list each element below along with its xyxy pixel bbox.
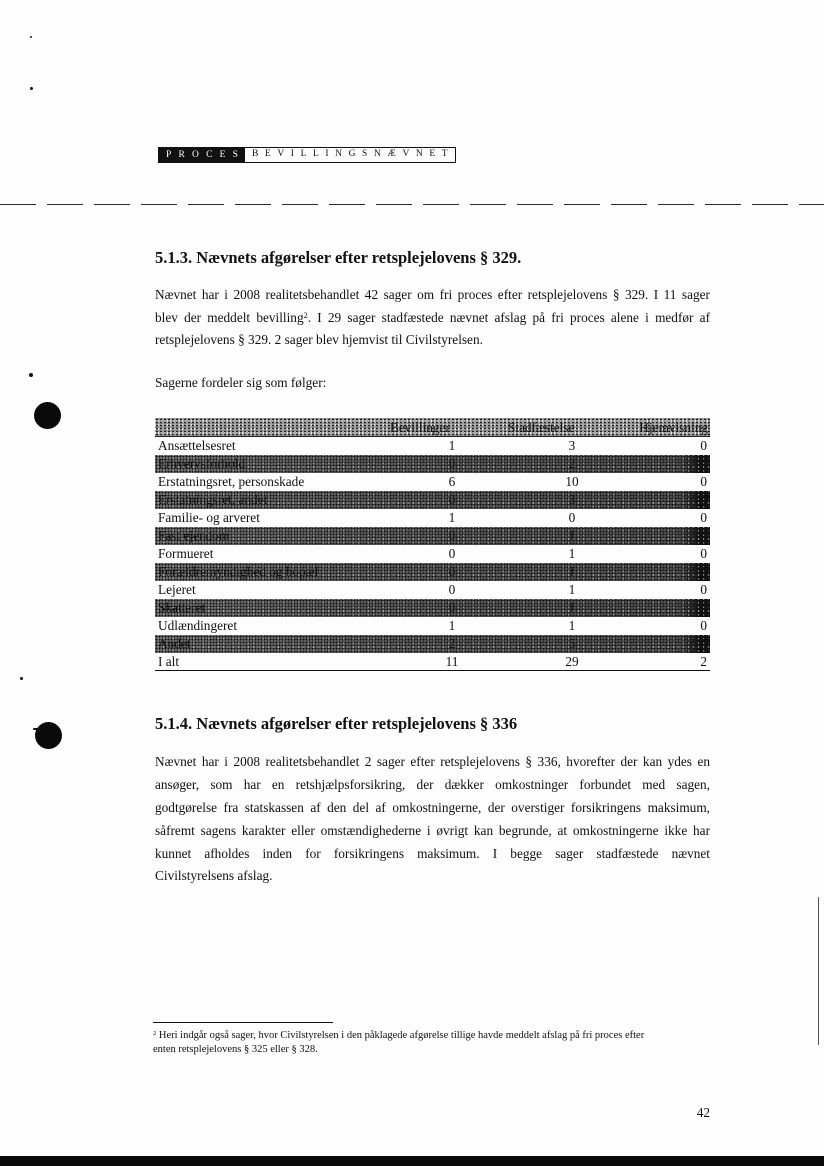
bevillinger-value: 0	[448, 456, 456, 471]
row-label: Ansættelsesret	[158, 438, 236, 453]
footnote-line	[153, 1029, 644, 1043]
row-label: Erstatningsret, personskade	[158, 474, 305, 489]
footnote-marker: 2	[153, 1029, 157, 1037]
hjemvisning-value: 0	[700, 618, 707, 633]
total-label: I alt	[158, 654, 180, 669]
column-header-bevillinger: Bevillinger	[390, 420, 450, 435]
paragraph-line	[155, 309, 710, 327]
stadfaestelse-value: 3	[568, 492, 576, 507]
paragraph-text: . I 29 sager stadfæstede nævnet afslag på fri proces alene i medfør af	[307, 310, 710, 325]
hjemvisning-value: 0	[700, 636, 707, 651]
table-intro: Sagerne fordeler sig som følger:	[155, 375, 327, 390]
footnote-line: enten retsplejelovens § 325 eller § 328.	[153, 1044, 318, 1055]
stadfaestelse-value: 1	[568, 564, 576, 579]
row-label: Erhvervsforhold	[158, 456, 246, 471]
row-label: Udlændingeret	[158, 618, 238, 633]
table-row	[155, 455, 710, 473]
row-label: Fast ejendom	[158, 528, 230, 543]
hjemvisning-total: 2	[700, 654, 707, 669]
bevillinger-value: 0	[448, 564, 456, 579]
punch-hole	[34, 402, 61, 429]
table-row	[155, 599, 710, 617]
section-heading-336: 5.1.4. Nævnets afgørelser efter retsplejelovens § 336	[155, 714, 518, 733]
paragraph-line: godtgørelse fra statskassen af den del af omkostningerne, der overstiger forsikringens maksimum,	[155, 800, 710, 815]
stadfaestelse-value: 0	[568, 510, 576, 525]
footnote-text: Heri indgår også sager, hvor Civilstyrelsen i den påklagede afgørelse tillige havde meddelt afslag på fri proces efter	[156, 1030, 645, 1041]
stadfaestelse-value: 1	[568, 528, 576, 543]
bevillinger-value: 0	[448, 582, 456, 597]
row-label: Skatteret	[158, 600, 206, 615]
hjemvisning-value: 0	[700, 456, 707, 471]
bevillinger-value: 2	[448, 636, 456, 651]
hjemvisning-value: 0	[700, 582, 707, 597]
bevillinger-value: 1	[448, 618, 456, 633]
hjemvisning-value: 0	[700, 528, 707, 543]
footnote-separator	[153, 1022, 333, 1023]
scan-speck	[20, 677, 23, 680]
row-label: Familie- og arveret	[158, 510, 260, 525]
bevillinger-total: 11	[445, 654, 459, 669]
bevillinger-value: 6	[448, 474, 456, 489]
paragraph-line: ansøger, som har en retshjælpsforsikring, der dækker omkostninger forbundet med sagen,	[155, 777, 710, 792]
table-row	[155, 563, 710, 581]
stadfaestelse-value: 5	[568, 636, 576, 651]
table-row	[155, 491, 710, 509]
column-header-stadfaestelse: Stadfæstelse	[508, 420, 575, 435]
stadfaestelse-total: 29	[565, 654, 579, 669]
scan-edge-line	[818, 897, 819, 1045]
page-number: 42	[696, 1105, 710, 1120]
total-row	[155, 653, 710, 671]
scan-speck	[30, 87, 33, 90]
bevillinger-value: 0	[448, 492, 456, 507]
bevillinger-value: 1	[448, 438, 456, 453]
table-row	[155, 635, 710, 653]
bevillinger-value: 0	[448, 528, 456, 543]
paragraph-text: blev der meddelt bevilling	[155, 310, 304, 325]
paragraph-line: kunnet afholdes inden for forsikringens maksimum. I begge sager stadfæstede nævnet	[155, 846, 710, 861]
table-row	[155, 473, 710, 491]
table-row	[155, 527, 710, 545]
bevillinger-value: 1	[448, 510, 456, 525]
bevillinger-value: 0	[448, 546, 456, 561]
scan-speck	[30, 36, 32, 38]
hjemvisning-value: 0	[700, 600, 707, 615]
header-naevnet-label: BEVILLINGSNÆVNET	[244, 147, 456, 163]
table-row	[155, 617, 710, 635]
stadfaestelse-value: 1	[568, 618, 576, 633]
table-header-row	[155, 418, 710, 437]
hjemvisning-value: 0	[700, 546, 707, 561]
bevillinger-value: 0	[448, 600, 456, 615]
header-divider	[0, 204, 824, 205]
hjemvisning-value: 0	[700, 438, 707, 453]
paragraph-line: retsplejelovens § 329. 2 sager blev hjemvist til Civilstyrelsen.	[155, 332, 483, 347]
paragraph-line: Nævnet har i 2008 realitetsbehandlet 2 sager efter retsplejelovens § 336, hvorefter der kan ydes en	[155, 754, 710, 769]
paragraph-line: Nævnet har i 2008 realitetsbehandlet 42 sager om fri proces efter retsplejelovens § 329. I 11 sager	[155, 287, 710, 302]
hjemvisning-value: 0	[700, 564, 707, 579]
paragraph-line: såfremt sagens karakter eller omstændighederne i øvrigt kan begrunde, at omkostningerne ikke har	[155, 823, 710, 838]
row-label: Formueret	[158, 546, 214, 561]
paragraph-line: Civilstyrelsens afslag.	[155, 868, 273, 883]
row-label: Forældremyndighed og bopæl	[158, 564, 319, 579]
row-label: Andet	[158, 636, 191, 651]
stadfaestelse-value: 1	[568, 600, 576, 615]
row-label: Lejeret	[158, 582, 196, 597]
header-proces-label: PROCES	[158, 147, 245, 163]
scan-speck	[29, 373, 33, 377]
hjemvisning-value: 0	[700, 474, 707, 489]
stadfaestelse-value: 3	[568, 438, 576, 453]
table-row	[155, 545, 710, 563]
table-row	[155, 581, 710, 599]
section-heading-329: 5.1.3. Nævnets afgørelser efter retsplejelovens § 329.	[155, 248, 522, 267]
column-header-hjemvisning: Hjemvisning	[639, 420, 708, 435]
case-distribution-table	[155, 418, 710, 671]
punch-hole	[35, 722, 62, 749]
stadfaestelse-value: 2	[568, 456, 576, 471]
footnote-reference: 2	[303, 310, 308, 320]
stadfaestelse-value: 1	[568, 582, 576, 597]
table-row	[155, 437, 710, 455]
scan-bottom-border	[0, 1156, 824, 1166]
hjemvisning-value: 0	[700, 510, 707, 525]
row-label: Erstatningsret, andet	[158, 492, 268, 507]
table-row	[155, 509, 710, 527]
stadfaestelse-value: 1	[568, 546, 576, 561]
hjemvisning-value: 2	[700, 492, 707, 507]
stadfaestelse-value: 10	[565, 474, 579, 489]
